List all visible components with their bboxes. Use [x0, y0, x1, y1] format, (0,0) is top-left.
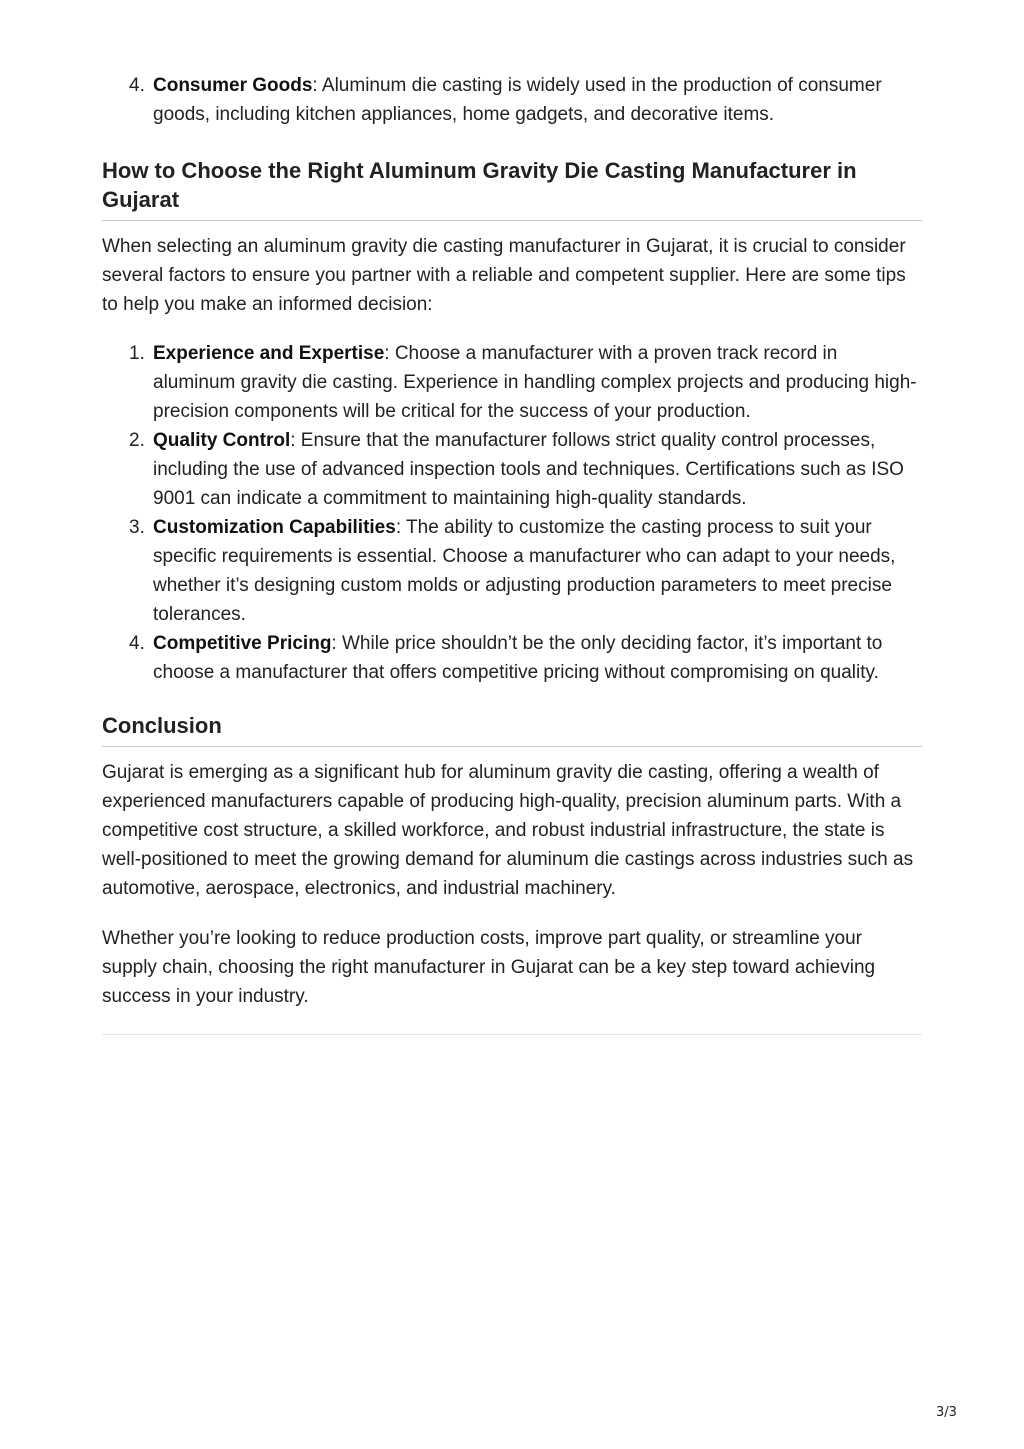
list-term: Experience and Expertise [153, 343, 385, 364]
tips-list [102, 339, 922, 687]
list-text: : While price shouldn’t be the only deciding factor, it’s important to choose a manufacturer that offers competitive pricing without compromising on quality. [153, 633, 883, 683]
footer-divider [102, 1034, 922, 1035]
list-number: 3. [129, 517, 145, 538]
list-number: 4. [129, 75, 145, 96]
list-item [102, 629, 922, 687]
top-list [102, 71, 922, 129]
list-term: Quality Control [153, 430, 291, 451]
list-term: Customization Capabilities [153, 517, 396, 538]
conclusion-paragraph-1: Gujarat is emerging as a significant hub for aluminum gravity die casting, offering a wealth of experienced manufacturers capable of producing high-quality, precision aluminum parts. With a competitive cost structure, a skilled workforce, and robust industrial infrastructure, the state is well-positioned to meet the growing demand for aluminum die castings across industries such as automotive, aerospace, electronics, and industrial machinery. [102, 762, 914, 899]
list-term: Competitive Pricing [153, 633, 332, 654]
section-heading-conclusion: Conclusion [102, 711, 922, 747]
document-page [102, 71, 922, 1035]
list-text: : Aluminum die casting is widely used in the production of consumer goods, including kitchen appliances, home gadgets, and decorative items. [153, 75, 882, 125]
list-item [102, 339, 922, 426]
list-number: 2. [129, 430, 145, 451]
list-text: : The ability to customize the casting process to suit your specific requirements is essential. Choose a manufacturer who can adapt to your needs, whether it’s designing custom molds or adjusting production parameters to meet precise tolerances. [153, 517, 896, 625]
conclusion-paragraph-2: Whether you’re looking to reduce production costs, improve part quality, or streamline your supply chain, choosing the right manufacturer in Gujarat can be a key step toward achieving success in your industry. [102, 928, 876, 1007]
section-intro: When selecting an aluminum gravity die casting manufacturer in Gujarat, it is crucial to consider several factors to ensure you partner with a reliable and competent supplier. Here are some tips to help you make an informed decision: [102, 236, 906, 315]
page-indicator: 3/3 [936, 1405, 957, 1420]
list-text: : Choose a manufacturer with a proven track record in aluminum gravity die casting. Experience in handling complex projects and producing high-precision components will be critical for the success of your production. [153, 343, 917, 422]
list-number: 1. [129, 343, 145, 364]
list-item [102, 513, 922, 629]
list-number: 4. [129, 633, 145, 654]
list-item [102, 71, 922, 129]
section-heading-choose: How to Choose the Right Aluminum Gravity Die Casting Manufacturer in Gujarat [102, 156, 922, 221]
list-item [102, 426, 922, 513]
list-text: : Ensure that the manufacturer follows strict quality control processes, including the use of advanced inspection tools and techniques. Certifications such as ISO 9001 can indicate a commitment to maintaining high-quality standards. [153, 430, 904, 509]
list-term: Consumer Goods [153, 75, 313, 96]
